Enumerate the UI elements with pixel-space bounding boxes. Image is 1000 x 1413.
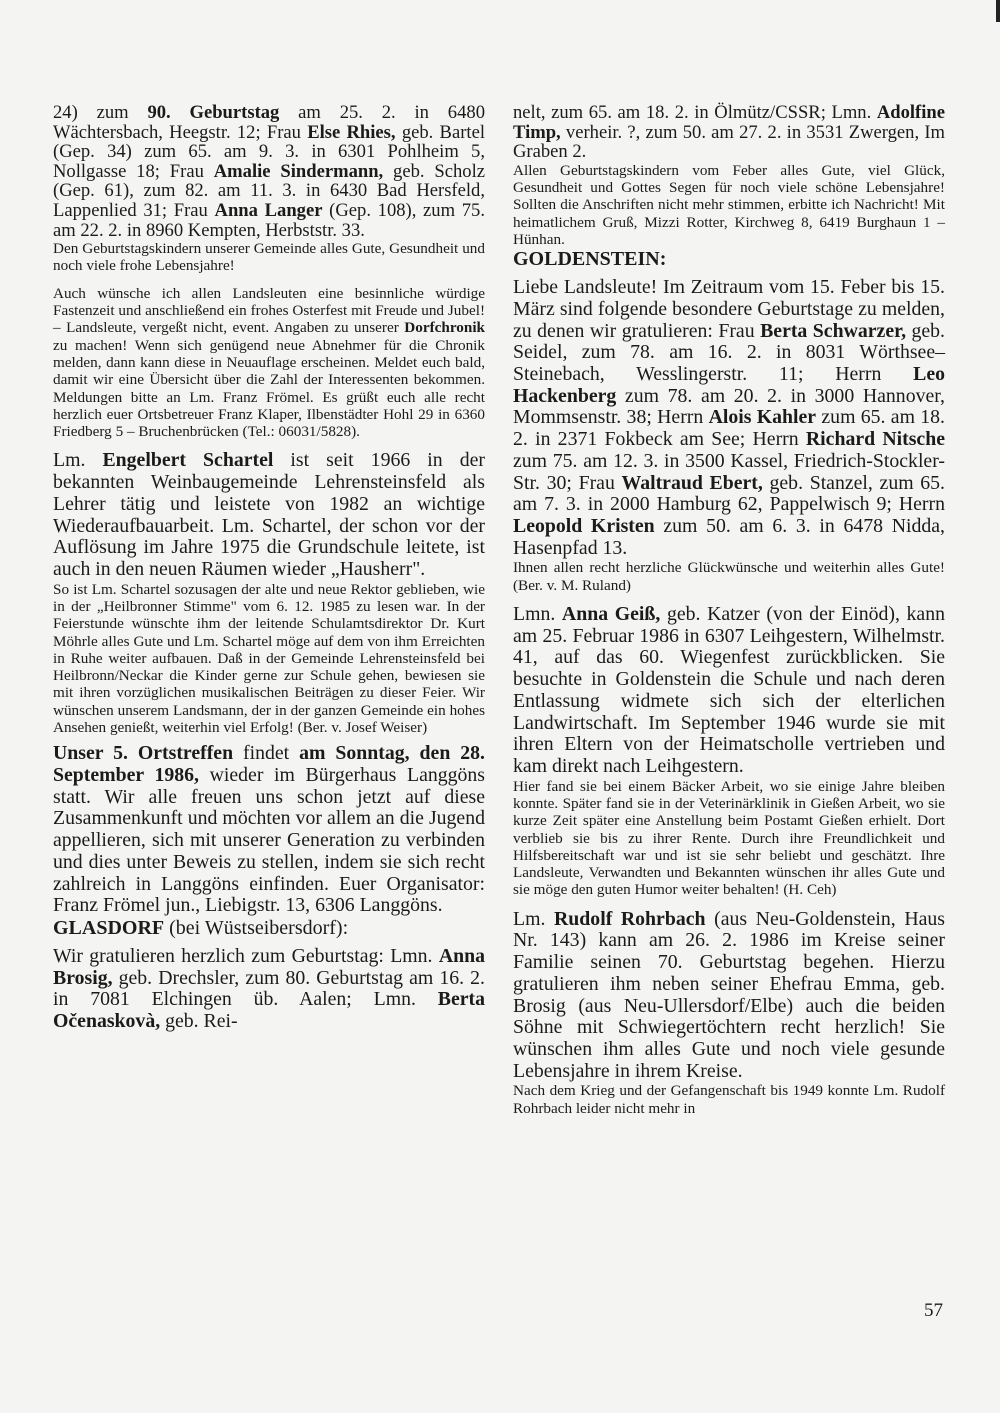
anna-geiss-detail-paragraph: Hier fand sie bei einem Bäcker Arbeit, wo sie einige Jahre bleiben konnte. Später fand sie in der Veterinärklinik in Gießen Arbeit, wo sie kurze Zeit später eine Anstellung beim Postamt Gießen erhielt. Dort verblieb sie bis zu ihrer Rente. Durch ihre Freundlichkeit und Hilfsbereitschaft war und ist sie sehr beliebt und geschätzt. Ihre Landsleute, Verwandten und Bekannten wünschen ihr alles Gute und sie möge den guten Humor weiter behalten! (H. Ceh) <box>513 777 945 899</box>
schartel-lead-paragraph: Lm. Engelbert Schartel ist seit 1966 in der bekannten Weinbaugemeinde Lehrensteinsfeld als Lehrer tätig und leistete von 1982 an wichtige Wiederaufbauarbeit. Lm. Schartel, der schon vor der Auflösung im Jahre 1975 die Grundschule leitete, ist auch in den neuen Räumen wieder „Hausherr". <box>53 449 485 580</box>
page-number: 57 <box>924 1300 943 1321</box>
glasdorf-paragraph: Wir gratulieren herzlich zum Geburtstag: Lmn. Anna Brosig, geb. Drechsler, zum 80. Geburtstag am 16. 2. in 7081 Elchingen üb. Aalen; Lmn. Berta Očenaskovà, geb. Rei- <box>53 944 485 1033</box>
right-column <box>513 103 945 1117</box>
rohrbach-detail-paragraph: Nach dem Krieg und der Gefangenschaft bis 1949 konnte Lm. Rudolf Rohrbach leider nicht mehr in <box>513 1082 945 1117</box>
goldenstein-birthdays-paragraph: Liebe Landsleute! Im Zeitraum vom 15. Feber bis 15. März sind folgende besondere Geburtstage zu melden, zu denen wir gratulieren: Frau Berta Schwarzer, geb. Seidel, zum 78. am 16. 2. in 8031 Wörthsee–Steinebach, Wesslingerstr. 11; Herrn Leo Hackenberg zum 78. am 20. 2. in 3000 Hannover, Mommsenstr. 38; Herrn Alois Kahler zum 65. am 18. 2. in 2371 Fokbeck am See; Herrn Richard Nitsche zum 75. am 12. 3. in 3500 Kassel, Friedrich-Stockler-Str. 30; Frau Waltraud Ebert, geb. Stanzel, zum 65. am 7. 3. in 2000 Hamburg 62, Pappelwisch 9; Herrn Leopold Kristen zum 50. am 6. 3. in 6478 Nidda, Hasenpfad 13. <box>513 276 945 559</box>
ruland-greeting-paragraph: Ihnen allen recht herzliche Glückwünsche und weiterhin alles Gute! (Ber. v. M. Ruland) <box>513 559 945 594</box>
greeting-paragraph: Den Geburtstagskindern unserer Gemeinde alles Gute, Gesundheit und noch viele frohe Lebensjahre! <box>53 240 485 275</box>
anna-geiss-paragraph: Lmn. Anna Geiß, geb. Katzer (von der Einöd), kann am 25. Februar 1986 in 6307 Leihgestern, Wilhelmstr. 41, auf das 60. Wiegenfest zurückblicken. Sie besuchte in Goldenstein die Schule und nach deren Entlassung widmete sich sich der elterlichen Landwirtschaft. Im September 1946 wurde sie mit ihren Eltern von der Heimatscholle vertrieben und kam direkt nach Leihgestern. <box>513 603 945 777</box>
february-greeting-paragraph: Allen Geburtstagskindern vom Feber alles Gute, viel Glück, Gesundheit und Gottes Segen für noch viele schöne Lebensjahre! Sollten die Anschriften nicht mehr stimmen, erbitte ich Nachricht! Mit heimatlichem Gruß, Mizzi Rotter, Kirchweg 8, 6419 Burghaun 1 – Hünhan. <box>513 161 945 248</box>
continued-birthday-paragraph: nelt, zum 65. am 18. 2. in Ölmütz/CSSR; Lmn. Adolfine Timp, verheir. ?, zum 50. am 27. 2. in 3531 Zwergen, Im Graben 2. <box>513 102 945 163</box>
ortstreffen-paragraph: Unser 5. Ortstreffen findet am Sonntag, den 28. September 1986, wieder im Bürgerhaus Langgöns statt. Wir alle freuen uns schon jetzt auf diese Zusammenkunft und möchten vor allem an die Jugend appellieren, sich mit unserer Generation zu verbinden und dies unter Beweis zu stellen, indem sie sich recht zahlreich in Langgöns einfinden. Euer Organisator: Franz Frömel jun., Liebigstr. 13, 6306 Langgöns. <box>53 742 485 917</box>
dorfchronik-paragraph: Auch wünsche ich allen Landsleuten eine besinnliche würdige Fastenzeit und anschließend ein frohes Osterfest mit Freude und Jubel! – Landsleute, vergeßt nicht, event. Angaben zu unserer Dorfchronik zu machen! Wenn sich genügend neue Abnehmer für die Chronik melden, dann kann diese in Neuauflage erscheinen. Meldet euch bald, damit wir eine Übersicht über die Zahl der Interessenten bekommen. Meldungen bitte an Lm. Franz Frömel. Es grüßt euch alle recht herzlich euer Ortsbetreuer Franz Klaper, Ilbenstädter Hohl 29 in 6360 Friedberg 5 – Bruchenbrücken (Tel.: 06031/5828). <box>53 284 485 441</box>
section-heading-goldenstein: GOLDENSTEIN: <box>513 248 667 271</box>
left-column <box>53 103 485 1033</box>
scan-edge-mark <box>996 0 1000 22</box>
section-heading-glasdorf: GLASDORF (bei Wüstseibersdorf): <box>53 916 349 939</box>
rohrbach-paragraph: Lm. Rudolf Rohrbach (aus Neu-Goldenstein, Haus Nr. 143) kann am 26. 2. 1986 im Kreise seiner Familie seinen 70. Geburtstag begehen. Hierzu gratulieren ihm neben seiner Ehefrau Emma, geb. Brosig (aus Neu-Ullersdorf/Elbe) auch die beiden Söhne mit Schwiegertöchtern recht herzlich! Sie wünschen ihm alles Gute und noch viele gesunde Lebensjahre in ihrem Kreise. <box>513 907 945 1082</box>
birthday-list-paragraph: 24) zum 90. Geburtstag am 25. 2. in 6480 Wächtersbach, Heegstr. 12; Frau Else Rhies, geb. Bartel (Gep. 34) zum 65. am 9. 3. in 6301 Pohlheim 5, Nollgasse 18; Frau Amalie Sindermann, geb. Scholz (Gep. 61), zum 82. am 11. 3. in 6430 Bad Hersfeld, Lappenlied 31; Frau Anna Langer (Gep. 108), zum 75. am 22. 2. in 8960 Kempten, Herbststr. 33. <box>53 102 486 241</box>
schartel-detail-paragraph: So ist Lm. Schartel sozusagen der alte und neue Rektor geblieben, wie in der „Heilbronner Stimme" vom 6. 12. 1985 zu lesen war. In der Feierstunde wünschte ihm der leitende Schulamtsdirektor Dr. Kurt Möhrle alles Gute und Lm. Schartel möge auf dem von ihm Erreichten in Ruhe weiter aufbauen. Daß in der Gemeinde Lehrensteinsfeld bei Heilbronn/Neckar die Kinder gerne zur Schule gehen, bewiesen sie mit ihren vorzüglichen musikalischen Beiträgen zu dieser Feier. Wir wünschen unserem Landsmann, der in der ganzen Gemeinde ein hohes Ansehen genießt, weiterhin viel Erfolg! (Ber. v. Josef Weiser) <box>53 580 485 737</box>
